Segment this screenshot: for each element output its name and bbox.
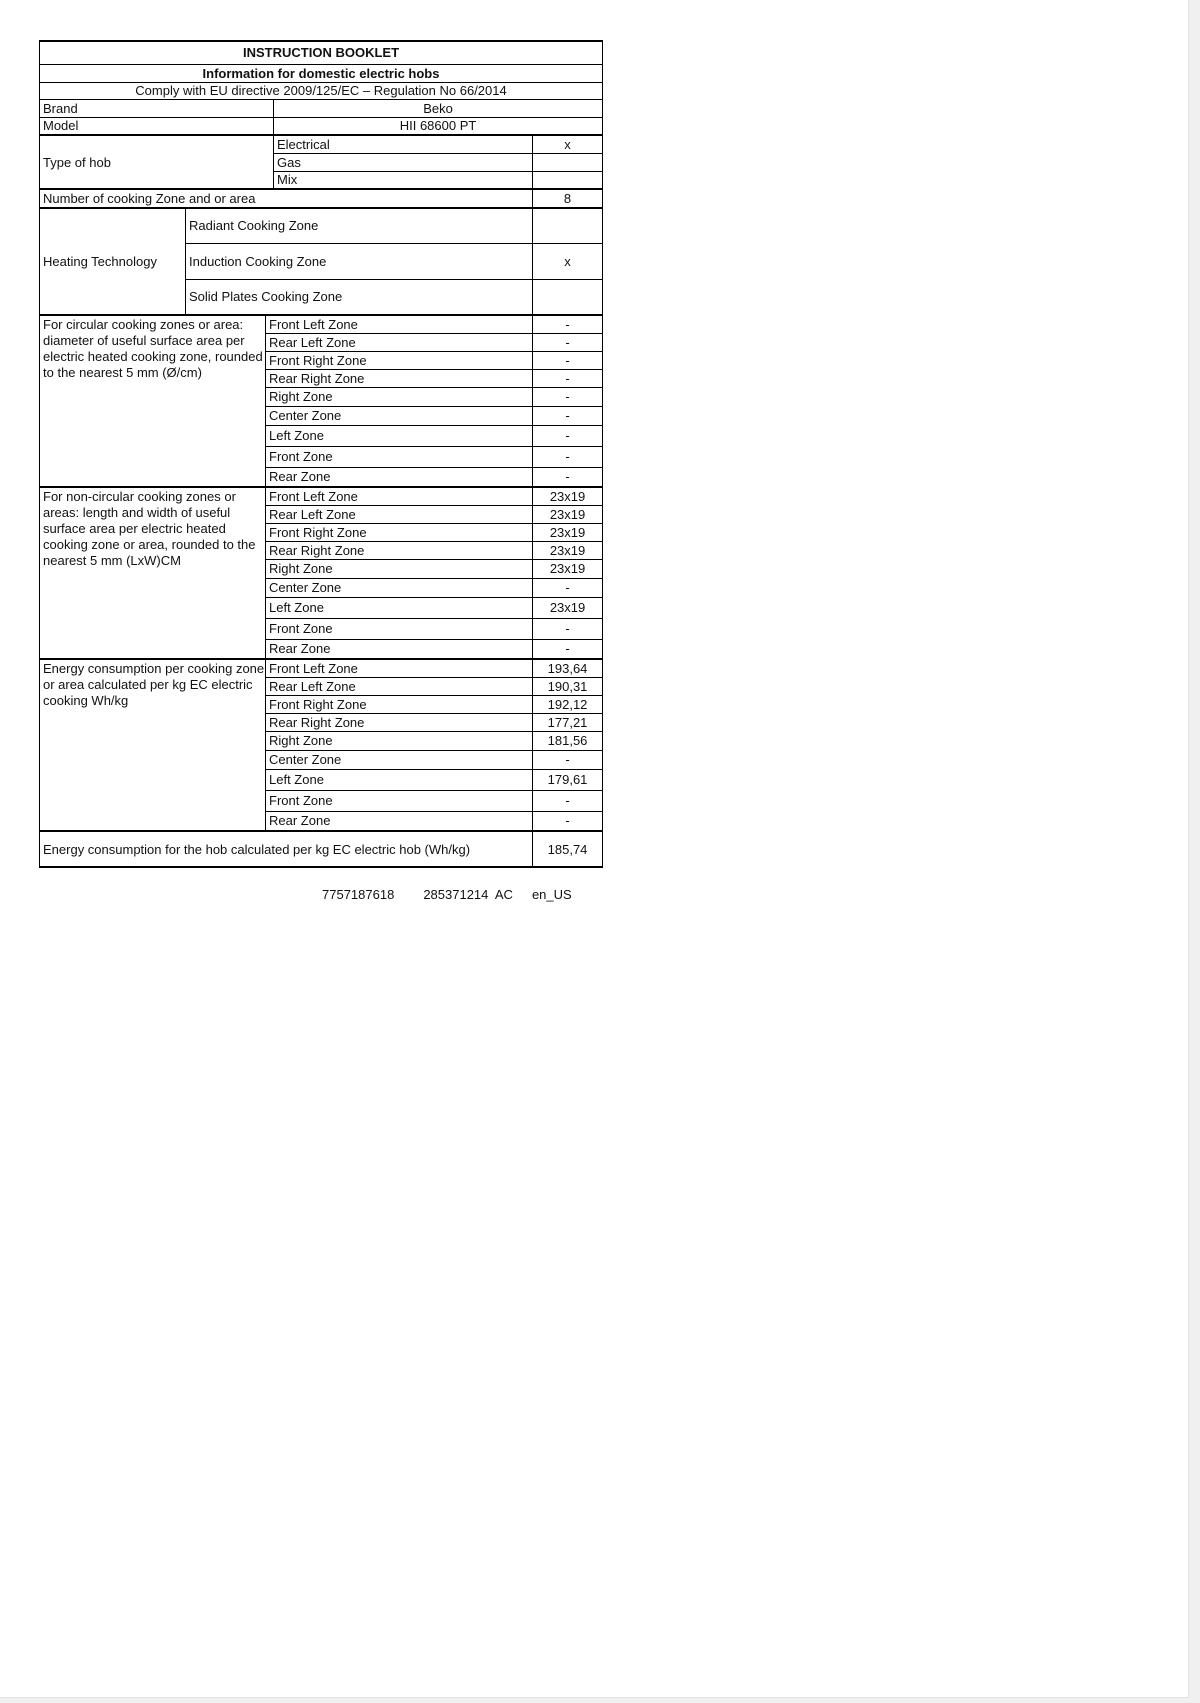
zone-count-label: Number of cooking Zone and or area	[40, 189, 533, 208]
hob-type-gas-label: Gas	[274, 153, 533, 171]
zone-value: -	[533, 811, 603, 831]
zone-name: Front Zone	[266, 446, 533, 467]
zone-value: 23x19	[533, 487, 603, 505]
zone-value: -	[533, 425, 603, 446]
zone-name: Front Right Zone	[266, 351, 533, 369]
zone-name: Rear Left Zone	[266, 677, 533, 695]
non-circular-zones-section	[40, 487, 603, 659]
zone-value: 23x19	[533, 597, 603, 618]
brand-label: Brand	[40, 99, 274, 117]
zone-name: Rear Left Zone	[266, 505, 533, 523]
zone-name: Front Zone	[266, 618, 533, 639]
zone-name: Center Zone	[266, 750, 533, 769]
zone-value: -	[533, 406, 603, 425]
heating-technology-label: Heating Technology	[40, 208, 186, 315]
zone-value: -	[533, 315, 603, 333]
model-label: Model	[40, 117, 274, 135]
hob-type-mix-label: Mix	[274, 171, 533, 189]
hob-type-label: Type of hob	[40, 135, 274, 189]
energy-per-zone-section	[40, 659, 603, 831]
brand-value: Beko	[274, 99, 603, 117]
heating-induction-label: Induction Cooking Zone	[186, 243, 533, 279]
zone-name: Rear Right Zone	[266, 713, 533, 731]
zone-name: Rear Right Zone	[266, 369, 533, 387]
zone-value: -	[533, 618, 603, 639]
document-footer	[322, 887, 572, 902]
zone-name: Rear Zone	[266, 811, 533, 831]
hob-information-table	[39, 40, 603, 868]
zone-value: 23x19	[533, 541, 603, 559]
zone-name: Front Right Zone	[266, 695, 533, 713]
zone-value: -	[533, 446, 603, 467]
zone-value: -	[533, 750, 603, 769]
directive-text: Comply with EU directive 2009/125/EC – Regulation No 66/2014	[40, 82, 603, 99]
zone-name: Front Left Zone	[266, 315, 533, 333]
zone-value: 190,31	[533, 677, 603, 695]
section-label: For non-circular cooking zones or areas: length and width of useful surface area per electric heated cooking zone or area, rounded to the nearest 5 mm (LxW)CM	[40, 487, 266, 659]
zone-value: -	[533, 333, 603, 351]
zone-value: -	[533, 790, 603, 811]
zone-name: Front Right Zone	[266, 523, 533, 541]
heating-radiant-value	[533, 208, 603, 243]
zone-value: -	[533, 387, 603, 406]
section-label: For circular cooking zones or area: diameter of useful surface area per electric heated cooking zone, rounded to the nearest 5 mm (Ø/cm)	[40, 315, 266, 487]
zone-value: 23x19	[533, 559, 603, 578]
zone-name: Front Zone	[266, 790, 533, 811]
total-energy-label: Energy consumption for the hob calculated per kg EC electric hob (Wh/kg)	[40, 831, 533, 867]
footer-locale: en_US	[531, 887, 572, 902]
zone-value: -	[533, 369, 603, 387]
zone-value: -	[533, 467, 603, 487]
hob-type-gas-value	[533, 153, 603, 171]
zone-value: 23x19	[533, 505, 603, 523]
zone-name: Right Zone	[266, 559, 533, 578]
zone-name: Rear Zone	[266, 639, 533, 659]
hob-type-electrical-value: x	[533, 135, 603, 153]
zone-value: -	[533, 639, 603, 659]
footer-code-2: 285371214 AC	[423, 887, 513, 902]
zone-name: Center Zone	[266, 578, 533, 597]
document-title: INSTRUCTION BOOKLET	[40, 41, 603, 64]
zone-value: 23x19	[533, 523, 603, 541]
zone-count-value: 8	[533, 189, 603, 208]
zone-name: Rear Left Zone	[266, 333, 533, 351]
zone-value: -	[533, 351, 603, 369]
hob-type-electrical-label: Electrical	[274, 135, 533, 153]
zone-name: Left Zone	[266, 769, 533, 790]
zone-value: -	[533, 578, 603, 597]
model-value: HII 68600 PT	[274, 117, 603, 135]
zone-name: Rear Zone	[266, 467, 533, 487]
zone-name: Front Left Zone	[266, 659, 533, 677]
zone-name: Center Zone	[266, 406, 533, 425]
hob-type-mix-value	[533, 171, 603, 189]
heating-solid-plates-label: Solid Plates Cooking Zone	[186, 279, 533, 315]
zone-name: Right Zone	[266, 731, 533, 750]
zone-name: Left Zone	[266, 597, 533, 618]
zone-value: 181,56	[533, 731, 603, 750]
section-label: Energy consumption per cooking zone or area calculated per kg EC electric cooking Wh/kg	[40, 659, 266, 831]
zone-name: Right Zone	[266, 387, 533, 406]
zone-name: Rear Right Zone	[266, 541, 533, 559]
zone-name: Left Zone	[266, 425, 533, 446]
heating-radiant-label: Radiant Cooking Zone	[186, 208, 533, 243]
zone-name: Front Left Zone	[266, 487, 533, 505]
zone-value: 179,61	[533, 769, 603, 790]
zone-value: 192,12	[533, 695, 603, 713]
zone-value: 177,21	[533, 713, 603, 731]
document-subtitle: Information for domestic electric hobs	[40, 64, 603, 82]
circular-zones-section	[40, 315, 603, 487]
heating-solid-plates-value	[533, 279, 603, 315]
heating-induction-value: x	[533, 243, 603, 279]
zone-value: 193,64	[533, 659, 603, 677]
total-energy-value: 185,74	[533, 831, 603, 867]
footer-code-1: 7757187618	[322, 887, 395, 902]
